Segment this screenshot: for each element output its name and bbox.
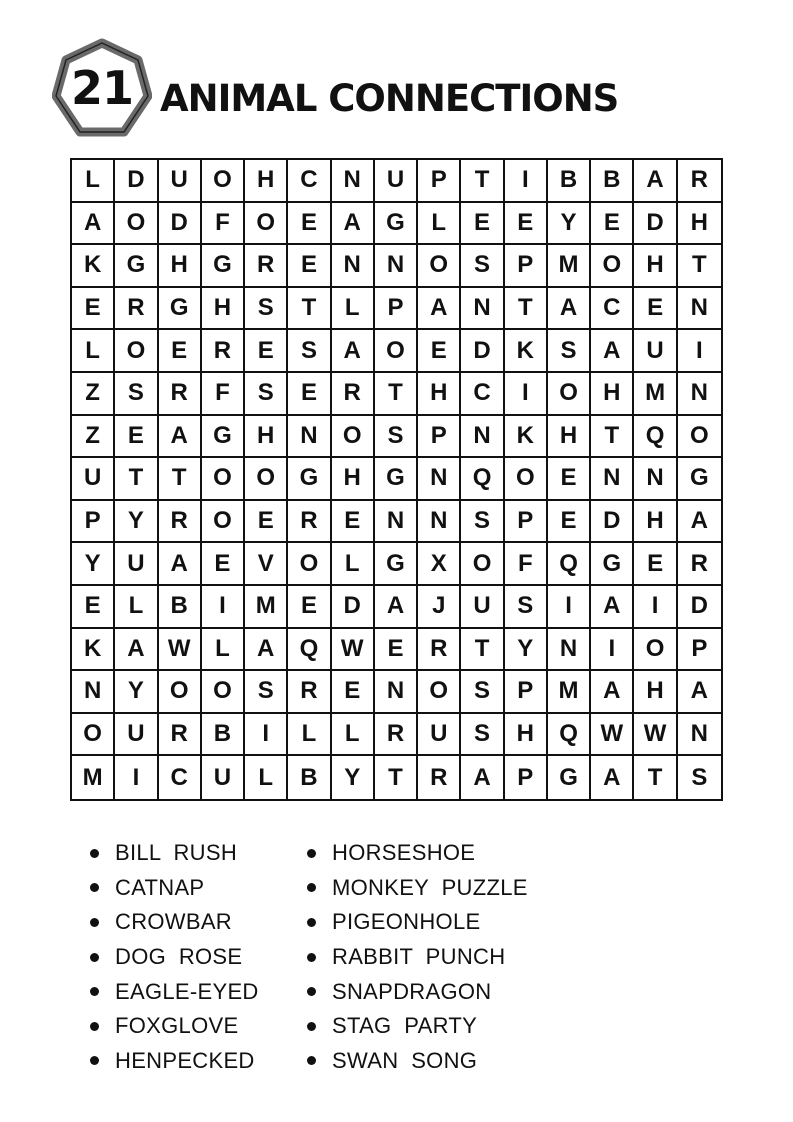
- grid-cell[interactable]: S: [375, 416, 418, 459]
- grid-cell[interactable]: Y: [505, 629, 548, 672]
- grid-cell[interactable]: Q: [548, 714, 591, 757]
- grid-cell[interactable]: B: [591, 160, 634, 203]
- grid-cell[interactable]: H: [159, 245, 202, 288]
- grid-cell[interactable]: L: [332, 714, 375, 757]
- grid-cell[interactable]: O: [159, 671, 202, 714]
- grid-cell[interactable]: Y: [548, 203, 591, 246]
- word-label: RABBIT PUNCH: [332, 944, 506, 970]
- grid-cell[interactable]: U: [634, 330, 677, 373]
- grid-cell[interactable]: L: [332, 288, 375, 331]
- grid-cell[interactable]: Q: [548, 543, 591, 586]
- grid-cell[interactable]: T: [461, 629, 504, 672]
- grid-cell[interactable]: D: [115, 160, 158, 203]
- grid-cell[interactable]: N: [72, 671, 115, 714]
- word-label: BILL RUSH: [115, 840, 238, 866]
- grid-cell[interactable]: Z: [72, 416, 115, 459]
- grid-cell[interactable]: M: [72, 756, 115, 799]
- bullet-icon: [90, 987, 99, 996]
- word-list-item: [307, 871, 528, 906]
- grid-cell[interactable]: R: [288, 671, 331, 714]
- grid-cell[interactable]: I: [505, 373, 548, 416]
- grid-cell[interactable]: T: [505, 288, 548, 331]
- grid-cell[interactable]: R: [159, 373, 202, 416]
- grid-cell[interactable]: O: [418, 245, 461, 288]
- grid-cell[interactable]: O: [332, 416, 375, 459]
- grid-cell[interactable]: W: [159, 629, 202, 672]
- grid-cell[interactable]: S: [548, 330, 591, 373]
- grid-cell[interactable]: U: [418, 714, 461, 757]
- bullet-icon: [307, 883, 316, 892]
- grid-cell[interactable]: Y: [72, 543, 115, 586]
- word-label: EAGLE-EYED: [115, 978, 259, 1004]
- grid-cell[interactable]: S: [461, 671, 504, 714]
- grid-cell[interactable]: U: [202, 756, 245, 799]
- grid-cell[interactable]: L: [288, 714, 331, 757]
- word-label: CROWBAR: [115, 909, 232, 935]
- grid-cell[interactable]: N: [332, 160, 375, 203]
- word-label: SWAN SONG: [332, 1047, 478, 1073]
- grid-cell[interactable]: O: [634, 629, 677, 672]
- grid-cell[interactable]: R: [678, 543, 721, 586]
- grid-cell[interactable]: L: [72, 160, 115, 203]
- grid-cell[interactable]: E: [375, 629, 418, 672]
- grid-cell[interactable]: P: [505, 245, 548, 288]
- grid-cell[interactable]: L: [332, 543, 375, 586]
- grid-cell[interactable]: A: [591, 756, 634, 799]
- grid-cell[interactable]: S: [461, 501, 504, 544]
- grid-cell[interactable]: H: [245, 160, 288, 203]
- grid-cell[interactable]: R: [375, 714, 418, 757]
- grid-cell[interactable]: N: [288, 416, 331, 459]
- grid-cell[interactable]: O: [548, 373, 591, 416]
- grid-cell[interactable]: N: [548, 629, 591, 672]
- grid-cell[interactable]: N: [375, 671, 418, 714]
- grid-cell[interactable]: I: [678, 330, 721, 373]
- word-label: DOG ROSE: [115, 944, 243, 970]
- grid-cell[interactable]: A: [461, 756, 504, 799]
- grid-cell[interactable]: E: [115, 416, 158, 459]
- grid-cell[interactable]: N: [375, 501, 418, 544]
- grid-cell[interactable]: R: [115, 288, 158, 331]
- word-list-item: [90, 1009, 259, 1044]
- word-label: FOXGLOVE: [115, 1013, 239, 1039]
- grid-cell[interactable]: O: [418, 671, 461, 714]
- grid-cell[interactable]: A: [115, 629, 158, 672]
- grid-cell[interactable]: E: [72, 586, 115, 629]
- grid-cell[interactable]: G: [548, 756, 591, 799]
- bullet-icon: [90, 1056, 99, 1065]
- grid-cell[interactable]: P: [72, 501, 115, 544]
- grid-cell[interactable]: E: [159, 330, 202, 373]
- grid-cell[interactable]: N: [418, 501, 461, 544]
- grid-cell[interactable]: D: [678, 586, 721, 629]
- word-list-item: [90, 940, 259, 975]
- grid-cell[interactable]: D: [461, 330, 504, 373]
- bullet-icon: [307, 953, 316, 962]
- grid-cell[interactable]: P: [505, 671, 548, 714]
- bullet-icon: [307, 918, 316, 927]
- grid-cell[interactable]: M: [548, 671, 591, 714]
- grid-cell[interactable]: N: [332, 245, 375, 288]
- grid-cell[interactable]: U: [115, 714, 158, 757]
- grid-cell[interactable]: J: [418, 586, 461, 629]
- grid-cell[interactable]: L: [202, 629, 245, 672]
- grid-cell[interactable]: A: [548, 288, 591, 331]
- grid-cell[interactable]: E: [418, 330, 461, 373]
- grid-cell[interactable]: E: [288, 373, 331, 416]
- grid-cell[interactable]: E: [245, 501, 288, 544]
- grid-cell[interactable]: P: [418, 416, 461, 459]
- grid-cell[interactable]: E: [548, 501, 591, 544]
- grid-cell[interactable]: E: [288, 245, 331, 288]
- word-list-item: [307, 836, 528, 871]
- grid-cell[interactable]: K: [505, 416, 548, 459]
- grid-cell[interactable]: H: [548, 416, 591, 459]
- grid-cell[interactable]: T: [591, 416, 634, 459]
- grid-cell[interactable]: R: [245, 245, 288, 288]
- grid-cell[interactable]: D: [634, 203, 677, 246]
- grid-cell[interactable]: S: [505, 586, 548, 629]
- grid-cell[interactable]: A: [678, 671, 721, 714]
- grid-cell[interactable]: E: [332, 501, 375, 544]
- grid-cell[interactable]: O: [461, 543, 504, 586]
- grid-cell[interactable]: E: [202, 543, 245, 586]
- word-list-item: [307, 940, 528, 975]
- grid-cell[interactable]: B: [288, 756, 331, 799]
- grid-cell[interactable]: N: [418, 458, 461, 501]
- grid-cell[interactable]: Q: [461, 458, 504, 501]
- bullet-icon: [307, 987, 316, 996]
- bullet-icon: [307, 1022, 316, 1031]
- grid-cell[interactable]: S: [115, 373, 158, 416]
- grid-cell[interactable]: I: [245, 714, 288, 757]
- grid-cell[interactable]: O: [202, 458, 245, 501]
- grid-cell[interactable]: U: [159, 160, 202, 203]
- grid-cell[interactable]: Y: [115, 671, 158, 714]
- grid-cell[interactable]: A: [591, 330, 634, 373]
- grid-cell[interactable]: P: [418, 160, 461, 203]
- grid-cell[interactable]: T: [375, 756, 418, 799]
- grid-cell[interactable]: F: [202, 373, 245, 416]
- grid-cell[interactable]: N: [591, 458, 634, 501]
- grid-cell[interactable]: O: [678, 416, 721, 459]
- grid-cell[interactable]: G: [288, 458, 331, 501]
- grid-cell[interactable]: O: [202, 671, 245, 714]
- grid-cell[interactable]: P: [505, 501, 548, 544]
- word-list-item: [307, 1044, 528, 1079]
- grid-cell[interactable]: Y: [332, 756, 375, 799]
- grid-cell[interactable]: A: [245, 629, 288, 672]
- grid-cell[interactable]: L: [115, 586, 158, 629]
- grid-cell[interactable]: O: [202, 501, 245, 544]
- grid-cell[interactable]: H: [202, 288, 245, 331]
- grid-cell[interactable]: N: [678, 714, 721, 757]
- grid-cell[interactable]: N: [461, 288, 504, 331]
- grid-cell[interactable]: T: [634, 756, 677, 799]
- word-list-item: [90, 905, 259, 940]
- grid-cell[interactable]: E: [591, 203, 634, 246]
- grid-cell[interactable]: H: [634, 501, 677, 544]
- grid-cell[interactable]: A: [159, 416, 202, 459]
- grid-cell[interactable]: T: [678, 245, 721, 288]
- grid-cell[interactable]: E: [461, 203, 504, 246]
- grid-cell[interactable]: S: [288, 330, 331, 373]
- grid-cell[interactable]: U: [461, 586, 504, 629]
- word-search-grid: [70, 158, 723, 801]
- grid-cell[interactable]: A: [72, 203, 115, 246]
- grid-cell[interactable]: O: [72, 714, 115, 757]
- grid-cell[interactable]: S: [691, 763, 708, 791]
- word-label: HENPECKED: [115, 1047, 255, 1073]
- grid-cell[interactable]: Z: [72, 373, 115, 416]
- grid-cell[interactable]: R: [159, 501, 202, 544]
- grid-cell[interactable]: M: [548, 245, 591, 288]
- grid-cell[interactable]: Y: [115, 501, 158, 544]
- grid-cell[interactable]: I: [634, 586, 677, 629]
- grid-cell[interactable]: V: [245, 543, 288, 586]
- grid-cell[interactable]: T: [288, 288, 331, 331]
- grid-cell[interactable]: G: [591, 543, 634, 586]
- puzzle-number-badge: [52, 38, 152, 142]
- grid-cell[interactable]: S: [245, 373, 288, 416]
- grid-cell[interactable]: G: [375, 458, 418, 501]
- grid-cell[interactable]: I: [591, 629, 634, 672]
- grid-cell[interactable]: I: [115, 756, 158, 799]
- grid-cell[interactable]: H: [245, 416, 288, 459]
- grid-cell[interactable]: G: [375, 203, 418, 246]
- word-list-item: [307, 1009, 528, 1044]
- grid-cell[interactable]: C: [159, 756, 202, 799]
- grid-cell[interactable]: P: [678, 629, 721, 672]
- grid-cell[interactable]: H: [634, 245, 677, 288]
- bullet-icon: [307, 849, 316, 858]
- grid-cell[interactable]: A: [591, 671, 634, 714]
- grid-cell[interactable]: L: [418, 203, 461, 246]
- grid-cell[interactable]: Q: [288, 629, 331, 672]
- grid-cell[interactable]: G: [115, 245, 158, 288]
- word-list: [90, 836, 730, 1086]
- grid-cell[interactable]: E: [634, 543, 677, 586]
- grid-cell[interactable]: H: [591, 373, 634, 416]
- grid-cell[interactable]: O: [288, 543, 331, 586]
- grid-cell[interactable]: K: [72, 629, 115, 672]
- puzzle-header: [0, 0, 793, 150]
- grid-cell[interactable]: T: [461, 160, 504, 203]
- bullet-icon: [90, 1022, 99, 1031]
- word-list-item: [90, 836, 259, 871]
- puzzle-title: ANIMAL CONNECTIONS: [160, 77, 619, 120]
- grid-cell[interactable]: H: [634, 671, 677, 714]
- grid-cell[interactable]: L: [245, 756, 288, 799]
- grid-cell[interactable]: O: [115, 203, 158, 246]
- grid-cell[interactable]: U: [115, 543, 158, 586]
- bullet-icon: [307, 1056, 316, 1065]
- word-label: MONKEY PUZZLE: [332, 874, 528, 900]
- word-list-item: [307, 905, 528, 940]
- grid-cell[interactable]: E: [548, 458, 591, 501]
- grid-cell[interactable]: G: [159, 288, 202, 331]
- grid-cell[interactable]: N: [678, 373, 721, 416]
- grid-cell[interactable]: U: [375, 160, 418, 203]
- grid-cell[interactable]: A: [678, 501, 721, 544]
- grid-cell[interactable]: C: [461, 373, 504, 416]
- word-list-item: [307, 974, 528, 1009]
- grid-cell[interactable]: H: [678, 203, 721, 246]
- word-list-item: [90, 1044, 259, 1079]
- grid-cell[interactable]: S: [245, 671, 288, 714]
- grid-cell[interactable]: O: [202, 160, 245, 203]
- grid-cell[interactable]: E: [505, 203, 548, 246]
- grid-cell[interactable]: A: [332, 330, 375, 373]
- grid-cell[interactable]: A: [375, 586, 418, 629]
- grid-cell[interactable]: S: [461, 714, 504, 757]
- grid-cell[interactable]: F: [505, 543, 548, 586]
- grid-cell[interactable]: G: [375, 543, 418, 586]
- grid-cell[interactable]: C: [591, 288, 634, 331]
- bullet-icon: [90, 849, 99, 858]
- word-label: HORSESHOE: [332, 840, 476, 866]
- word-label: PIGEONHOLE: [332, 909, 481, 935]
- grid-cell[interactable]: W: [591, 714, 634, 757]
- grid-cell[interactable]: H: [505, 714, 548, 757]
- grid-cell[interactable]: O: [591, 245, 634, 288]
- word-list-item: [90, 974, 259, 1009]
- grid-cell[interactable]: O: [375, 330, 418, 373]
- grid-cell[interactable]: I: [548, 586, 591, 629]
- grid-cell[interactable]: F: [202, 203, 245, 246]
- grid-cell[interactable]: A: [634, 160, 677, 203]
- grid-cell[interactable]: D: [591, 501, 634, 544]
- grid-cell[interactable]: B: [202, 714, 245, 757]
- grid-cell[interactable]: G: [202, 416, 245, 459]
- grid-cell[interactable]: R: [288, 501, 331, 544]
- grid-cell[interactable]: N: [678, 288, 721, 331]
- grid-cell[interactable]: U: [72, 458, 115, 501]
- grid-cell[interactable]: D: [332, 586, 375, 629]
- bullet-icon: [90, 883, 99, 892]
- grid-cell[interactable]: R: [159, 714, 202, 757]
- grid-cell[interactable]: T: [159, 458, 202, 501]
- grid-cell[interactable]: D: [159, 203, 202, 246]
- grid-cell[interactable]: L: [72, 330, 115, 373]
- grid-cell[interactable]: A: [332, 203, 375, 246]
- grid-cell[interactable]: I: [505, 160, 548, 203]
- grid-cell[interactable]: X: [418, 543, 461, 586]
- grid-cell[interactable]: N: [461, 416, 504, 459]
- grid-cell[interactable]: E: [288, 203, 331, 246]
- word-list-column-1: [90, 836, 259, 1078]
- grid-cell[interactable]: K: [505, 330, 548, 373]
- grid-cell[interactable]: B: [159, 586, 202, 629]
- grid-cell[interactable]: R: [418, 756, 461, 799]
- grid-cell[interactable]: E: [245, 330, 288, 373]
- grid-cell[interactable]: S: [245, 288, 288, 331]
- grid-cell[interactable]: R: [678, 160, 721, 203]
- grid-cell[interactable]: E: [634, 288, 677, 331]
- grid-cell[interactable]: I: [202, 586, 245, 629]
- word-label: CATNAP: [115, 874, 205, 900]
- grid-cell[interactable]: O: [245, 203, 288, 246]
- grid-cell[interactable]: O: [115, 330, 158, 373]
- word-list-column-2: [307, 836, 528, 1078]
- bullet-icon: [90, 918, 99, 927]
- grid-cell[interactable]: K: [72, 245, 115, 288]
- grid-cell[interactable]: M: [634, 373, 677, 416]
- grid-cell[interactable]: R: [332, 373, 375, 416]
- grid-cell[interactable]: W: [634, 714, 677, 757]
- grid-cell[interactable]: O: [245, 458, 288, 501]
- grid-cell[interactable]: W: [332, 629, 375, 672]
- grid-cell[interactable]: O: [505, 458, 548, 501]
- grid-cell[interactable]: A: [591, 586, 634, 629]
- grid-cell[interactable]: A: [159, 543, 202, 586]
- grid-cell[interactable]: N: [375, 245, 418, 288]
- grid-cell[interactable]: C: [288, 160, 331, 203]
- grid-cell[interactable]: P: [375, 288, 418, 331]
- bullet-icon: [90, 953, 99, 962]
- grid-cell[interactable]: E: [72, 288, 115, 331]
- grid-cell[interactable]: T: [115, 458, 158, 501]
- grid-cell[interactable]: G: [678, 458, 721, 501]
- grid-cell[interactable]: P: [505, 756, 548, 799]
- grid-cell[interactable]: A: [418, 288, 461, 331]
- word-label: STAG PARTY: [332, 1013, 478, 1039]
- grid-cell[interactable]: E: [288, 586, 331, 629]
- grid-cell[interactable]: S: [461, 245, 504, 288]
- grid-cell[interactable]: E: [332, 671, 375, 714]
- grid-cell[interactable]: Q: [634, 416, 677, 459]
- grid-cell[interactable]: T: [375, 373, 418, 416]
- grid-cell[interactable]: N: [634, 458, 677, 501]
- word-label: SNAPDRAGON: [332, 978, 492, 1004]
- grid-cell[interactable]: M: [245, 586, 288, 629]
- grid-cell[interactable]: H: [418, 373, 461, 416]
- puzzle-number: 21: [70, 61, 133, 115]
- grid-cell[interactable]: R: [418, 629, 461, 672]
- grid-cell[interactable]: R: [202, 330, 245, 373]
- grid-cell[interactable]: G: [202, 245, 245, 288]
- word-list-item: [90, 871, 259, 906]
- grid-cell[interactable]: H: [332, 458, 375, 501]
- grid-cell[interactable]: B: [548, 160, 591, 203]
